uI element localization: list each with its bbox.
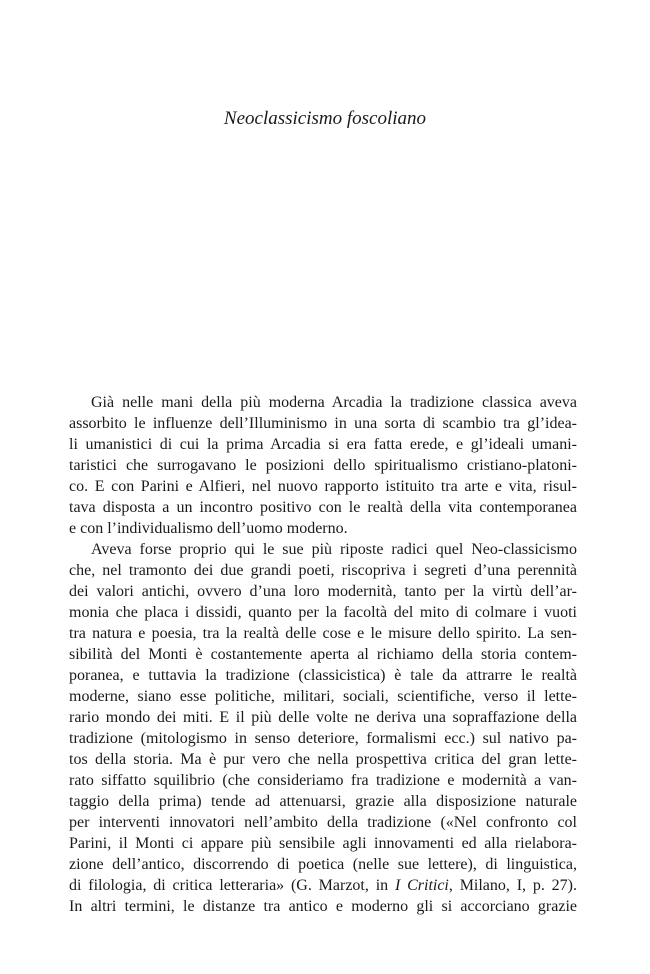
text-line: zione dell’antico, discorrendo di poetica (nelle sue lettere), di linguistica, — [69, 856, 577, 873]
text-line: e con l’individualismo dell’uomo moderno. — [69, 520, 348, 537]
text-line: taggio della prima) tende ad attenuarsi, grazie alla disposizione naturale — [69, 793, 577, 810]
text-line: tos della storia. Ma è pur vero che nella prospettiva critica del gran lette- — [69, 751, 577, 768]
text-line: li umanistici di cui la prima Arcadia si era fatta erede, e gl’ideali umani- — [69, 436, 577, 453]
text-line: tra natura e poesia, tra la realtà delle cose e le misure dello spirito. La sen- — [69, 625, 577, 642]
citation-text: di filologia, di critica letteraria» (G. Marzot, in — [69, 877, 395, 894]
text-line: Parini, il Monti ci appare più sensibile agli innovamenti ed alla rielabora- — [69, 835, 577, 852]
text-line: moderne, siano esse politiche, militari, sociali, scientifiche, verso il lette- — [69, 688, 577, 705]
body-text — [69, 392, 577, 917]
text-line: poranea, e tuttavia la tradizione (classicistica) è tale da attrarre le realtà — [69, 667, 577, 684]
text-line: tava disposta a un incontro positivo con le realtà della vita contemporanea — [69, 499, 577, 516]
text-line: dei valori antichi, ovvero d’una loro modernità, tanto per la virtù dell’ar- — [69, 583, 577, 600]
text-line: co. E con Parini e Alfieri, nel nuovo rapporto istituito tra arte e vita, risul- — [69, 478, 577, 495]
citation-line — [69, 875, 577, 896]
chapter-title: Neoclassicismo foscoliano — [223, 108, 427, 129]
text-line: Già nelle mani della più moderna Arcadia la tradizione classica aveva — [91, 394, 577, 411]
text-line: In altri termini, le distanze tra antico e moderno gli si accorciano grazie — [69, 898, 577, 915]
text-line: monia che placa i dissidi, quanto per la facoltà del mito di colmare i vuoti — [69, 604, 577, 621]
text-line: rato siffatto squilibrio (che consideriamo fra tradizione e modernità a van- — [69, 772, 577, 789]
text-line: che, nel tramonto dei due grandi poeti, riscopriva i segreti d’una perennità — [69, 562, 577, 579]
text-line: assorbito le influenze dell’Illuminismo in una sorta di scambio tra gl’idea- — [69, 415, 577, 432]
text-line: per interventi innovatori nell’ambito della tradizione («Nel confronto col — [69, 814, 577, 831]
text-line: Aveva forse proprio qui le sue più riposte radici quel Neo-classicismo — [91, 541, 577, 558]
citation-work-title: I Critici — [394, 877, 449, 894]
text-line: rario mondo dei miti. E il più delle volte ne deriva una sopraffazione della — [69, 709, 577, 726]
text-line: sibilità del Monti è costantemente aperta al richiamo della storia contem- — [69, 646, 577, 663]
citation-text: , Milano, I, p. 27). — [448, 877, 577, 894]
text-line: taristici che surrogavano le posizioni dello spiritualismo cristiano-platoni- — [69, 457, 577, 474]
text-line: tradizione (mitologismo in senso deteriore, formalismi ecc.) sul nativo pa- — [69, 730, 577, 747]
